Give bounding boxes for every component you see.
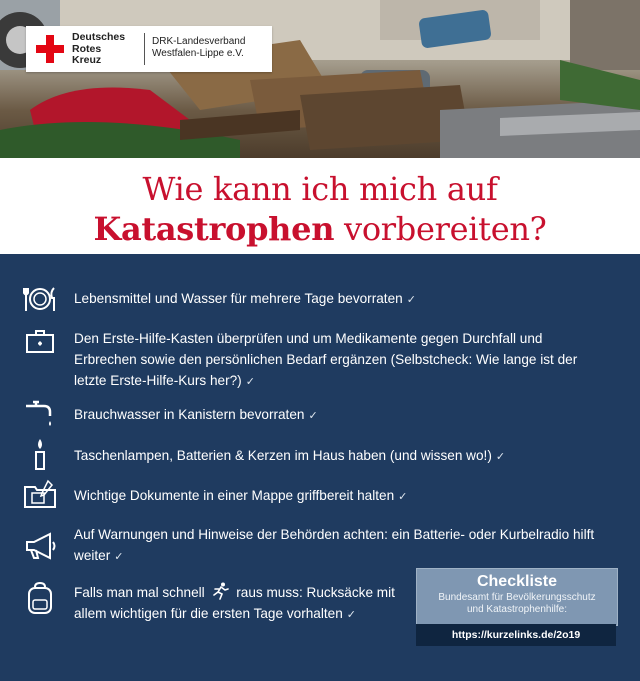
item-text: Den Erste-Hilfe-Kasten überprüfen und um Medikamente gegen Durchfall und Erbrechen sowie den persönlichen Bedarf ergänzen (Selbstcheck: Wie lange ist der letzte Erste-Hilfe-Kurs her?) ✓: [74, 331, 578, 388]
page-title-line1: Wie kann ich mich auf: [142, 170, 498, 208]
logo-name-line2: Rotes: [72, 42, 102, 55]
page-title-keyword: Katastrophen: [93, 210, 335, 248]
document-folder-icon: [22, 477, 58, 513]
water-tap-icon: [22, 396, 58, 432]
check-icon: ✓: [114, 551, 124, 563]
check-icon: ✓: [308, 410, 318, 422]
first-aid-kit-icon: [22, 324, 58, 360]
photo-illustration: [0, 0, 640, 158]
check-icon: ✓: [346, 609, 356, 621]
logo-regional-branch: [152, 36, 270, 60]
item-text: Taschenlampen, Batterien & Kerzen im Haus haben (und wissen wo!) ✓: [74, 448, 506, 463]
page-title-line2: [0, 210, 640, 248]
flood-damage-photo: [0, 0, 640, 158]
checklist-subtitle: [417, 592, 617, 616]
check-icon: ✓: [398, 491, 408, 503]
checklist-subtitle-line1: Bundesamt für Bevölkerungsschutz: [438, 592, 596, 603]
logo-name-line3: Kreuz: [72, 54, 102, 66]
logo-divider: [144, 33, 145, 65]
item-text: Brauchwasser in Kanistern bevorraten ✓: [74, 407, 318, 422]
logo-org-line1: DRK-Landesverband: [152, 36, 246, 47]
check-icon: ✓: [245, 376, 255, 388]
item-text: Lebensmittel und Wasser für mehrere Tage bevorraten ✓: [74, 291, 416, 306]
logo-organization-name: [72, 32, 142, 67]
checklist-subtitle-line2: und Katastrophenhilfe:: [466, 604, 568, 615]
item-text: Wichtige Dokumente in einer Mappe griffbereit halten ✓: [74, 488, 408, 503]
drk-logo: [26, 26, 272, 72]
checklist-title: Checkliste: [476, 573, 558, 590]
page-title-rest: vorbereiten?: [334, 210, 547, 248]
logo-name-line1: Deutsches: [72, 31, 126, 43]
plate-cutlery-icon: [22, 282, 58, 318]
check-icon: ✓: [495, 451, 506, 463]
checklist-link[interactable]: https://kurzelinks.de/2o19: [416, 624, 616, 646]
candle-icon: [22, 436, 58, 472]
item-text: Falls man mal schnell raus muss: Rucksäcke mit allem wichtigen für die ersten Tage vorhalten ✓: [74, 582, 414, 626]
red-cross-icon: [36, 35, 64, 63]
running-person-icon: [210, 582, 230, 600]
check-icon: ✓: [406, 294, 416, 306]
checklist-box: [416, 568, 618, 626]
logo-org-line2: Westfalen-Lippe e.V.: [152, 48, 244, 59]
megaphone-icon: [22, 528, 58, 564]
item-text: Auf Warnungen und Hinweise der Behörden achten: ein Batterie- oder Kurbelradio hilft weiter ✓: [74, 527, 595, 563]
title-band: [0, 158, 640, 254]
backpack-icon: [22, 580, 58, 616]
